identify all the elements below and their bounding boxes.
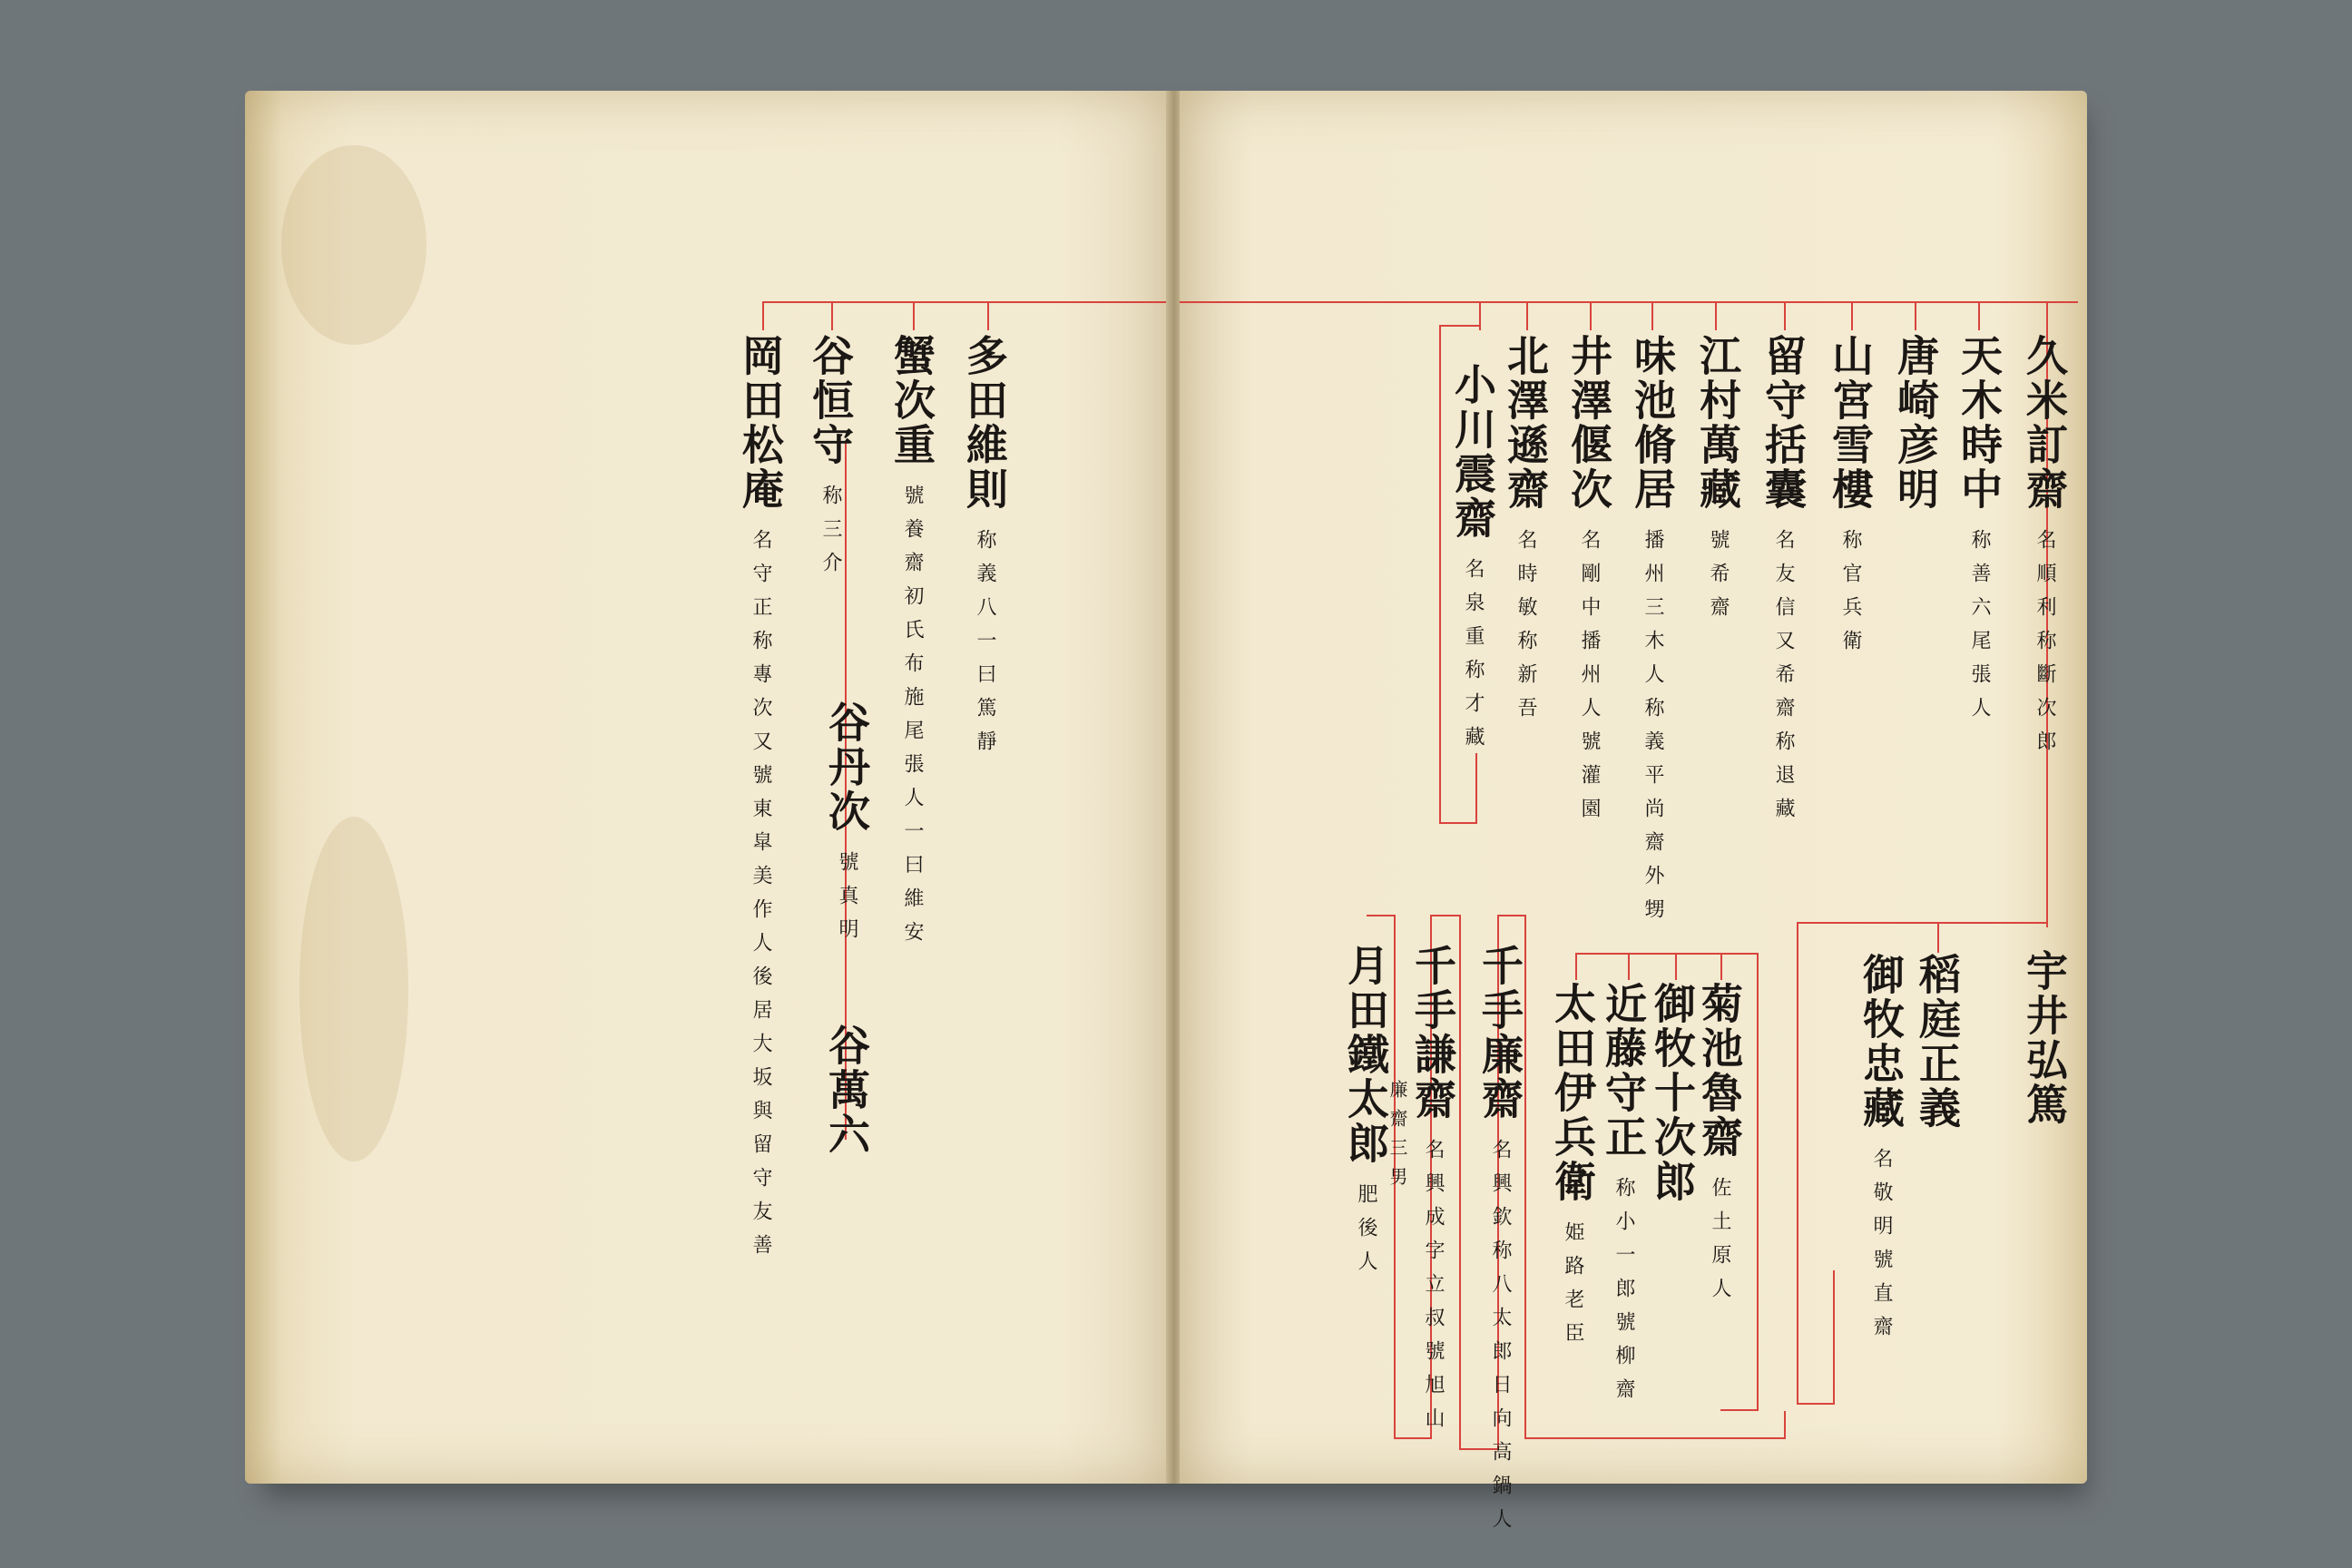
person-name: 谷恒守 <box>806 334 855 467</box>
person-note: 名泉重称才藏 <box>1462 558 1485 760</box>
genealogy-entry <box>1628 334 1677 932</box>
rule-line <box>1833 1270 1835 1405</box>
person-name: 山宮雪樓 <box>1826 334 1875 512</box>
paper-stain <box>299 817 408 1161</box>
genealogy-entry <box>1648 982 1697 1204</box>
open-book <box>245 91 2087 1542</box>
rule-line <box>1628 953 1630 980</box>
genealogy-entry <box>1599 982 1648 1412</box>
rule-line <box>913 301 915 330</box>
right-page <box>1180 91 2087 1542</box>
rule-line <box>1575 953 1757 955</box>
person-name: 江村萬藏 <box>1693 334 1742 512</box>
genealogy-entry <box>1913 953 1962 1131</box>
genealogy-entry <box>1955 334 2004 730</box>
person-note: 名順利称斷次郎 <box>2034 529 2056 764</box>
rule-line <box>762 301 1169 303</box>
person-name: 近藤守正 <box>1599 982 1648 1160</box>
genealogy-entry <box>1408 944 1457 1441</box>
genealogy-entry <box>1695 982 1744 1311</box>
genealogy-entry <box>1759 334 1808 831</box>
rule-line <box>1367 915 1396 916</box>
genealogy-entry <box>736 334 785 1268</box>
genealogy-entry <box>1891 334 1940 512</box>
person-name: 蟹次重 <box>887 334 936 467</box>
person-note: 称小一郎號柳齋 <box>1612 1177 1635 1412</box>
person-name: 天木時中 <box>1955 334 2004 512</box>
person-note: 名守正称專次又號東皐美作人後居大坂與留守友善 <box>750 529 772 1268</box>
rule-line <box>1715 301 1717 330</box>
rule-line <box>1526 301 1528 330</box>
genealogy-entry <box>1857 953 1906 1349</box>
person-name: 味池脩居 <box>1628 334 1677 512</box>
genealogy-entry <box>1693 334 1742 630</box>
person-note: 称三介 <box>819 485 842 585</box>
person-note: 號希齋 <box>1707 529 1730 630</box>
genealogy-entry <box>1341 944 1390 1284</box>
rule-line <box>1720 1409 1759 1411</box>
genealogy-entry <box>822 701 871 952</box>
rule-line <box>1439 325 1441 822</box>
person-name: 千手謙齋 <box>1408 944 1457 1122</box>
person-note: 称善六尾張人 <box>1968 529 1991 730</box>
person-note: 姫路老臣 <box>1562 1221 1584 1356</box>
person-name: 宇井弘篤 <box>2020 949 2069 1127</box>
left-page <box>245 91 1169 1484</box>
rule-line <box>1937 922 2048 924</box>
rule-line <box>1784 1411 1786 1438</box>
person-name: 唐崎彦明 <box>1891 334 1940 512</box>
person-note: 名敬明號直齋 <box>1870 1148 1893 1349</box>
rule-line <box>831 301 833 330</box>
genealogy-entry <box>1548 982 1597 1356</box>
rule-line <box>1978 301 1980 330</box>
rule-line <box>1479 301 1481 330</box>
rule-line <box>1797 922 1798 1405</box>
paper-stain <box>281 145 426 345</box>
rule-line <box>1784 301 1786 330</box>
rule-line <box>1590 301 1592 330</box>
rule-line <box>1180 301 2078 303</box>
person-name: 御牧忠藏 <box>1857 953 1906 1131</box>
rule-line <box>1651 301 1653 330</box>
person-name: 小川震齋 <box>1448 363 1497 541</box>
person-note: 佐土原人 <box>1709 1177 1731 1311</box>
person-note: 称義八一曰篤靜 <box>974 529 996 764</box>
person-note: 號真明 <box>836 851 858 952</box>
genealogy-entry <box>887 334 936 955</box>
rule-line <box>1797 922 1939 924</box>
rule-line <box>1937 922 1939 953</box>
rule-line <box>1915 301 1916 330</box>
rule-line <box>1524 1437 1786 1439</box>
person-name: 月田鐵太郎 <box>1341 944 1390 1166</box>
rule-line <box>1851 301 1853 330</box>
person-name: 谷丹次 <box>822 701 871 834</box>
person-note: 称官兵衛 <box>1839 529 1862 663</box>
person-name: 太田伊兵衛 <box>1548 982 1597 1204</box>
rule-line <box>1439 325 1479 327</box>
genealogy-entry <box>1564 334 1613 831</box>
genealogy-entry <box>1501 334 1550 730</box>
genealogy-entry <box>1448 363 1497 760</box>
rule-line <box>987 301 989 330</box>
person-name: 多田維則 <box>960 334 1009 512</box>
person-note: 播州三木人称義平尚齋外甥 <box>1642 529 1664 932</box>
person-note: 肥後人 <box>1355 1183 1377 1284</box>
person-name: 北澤遜齋 <box>1501 334 1550 512</box>
person-name: 留守括囊 <box>1759 334 1808 512</box>
rule-line <box>1524 915 1526 1439</box>
genealogy-entry <box>2020 334 2069 764</box>
rule-line <box>1439 822 1475 824</box>
genealogy-entry <box>822 1024 871 1157</box>
rule-line <box>1475 753 1477 824</box>
person-subnote: 廉齋三男 <box>1387 1080 1408 1196</box>
person-name: 千手廉齋 <box>1475 944 1524 1122</box>
person-name: 稻庭正義 <box>1913 953 1962 1131</box>
genealogy-entry <box>1826 334 1875 663</box>
genealogy-entry <box>1475 944 1524 1542</box>
person-name: 谷萬六 <box>822 1024 871 1157</box>
rule-line <box>1497 915 1526 916</box>
person-name: 御牧十次郎 <box>1648 982 1697 1204</box>
person-name: 井澤偃次 <box>1564 334 1613 512</box>
rule-line <box>1459 915 1461 1450</box>
person-note: 號養齋初氏布施尾張人一曰維安 <box>901 485 924 955</box>
genealogy-entry <box>2020 949 2069 1127</box>
rule-line <box>1430 915 1461 916</box>
genealogy-entry <box>960 334 1009 764</box>
rule-line <box>1797 1403 1833 1405</box>
rule-line <box>1575 953 1577 980</box>
person-note: 名時敏称新吾 <box>1514 529 1537 730</box>
person-note: 名興成字立叔號旭山 <box>1422 1139 1445 1441</box>
rule-line <box>1675 953 1677 980</box>
rule-line <box>1720 953 1722 980</box>
rule-line <box>1757 953 1759 1411</box>
genealogy-entry <box>806 334 855 585</box>
person-name: 菊池魯齋 <box>1695 982 1744 1160</box>
person-name: 岡田松庵 <box>736 334 785 512</box>
person-note: 名友信又希齋称退藏 <box>1772 529 1795 831</box>
rule-line <box>762 301 764 330</box>
person-note: 名剛中播州人號灌園 <box>1578 529 1601 831</box>
person-name: 久米訂齋 <box>2020 334 2069 512</box>
person-note: 名興欽称八太郎日向高鍋人 <box>1489 1139 1512 1542</box>
